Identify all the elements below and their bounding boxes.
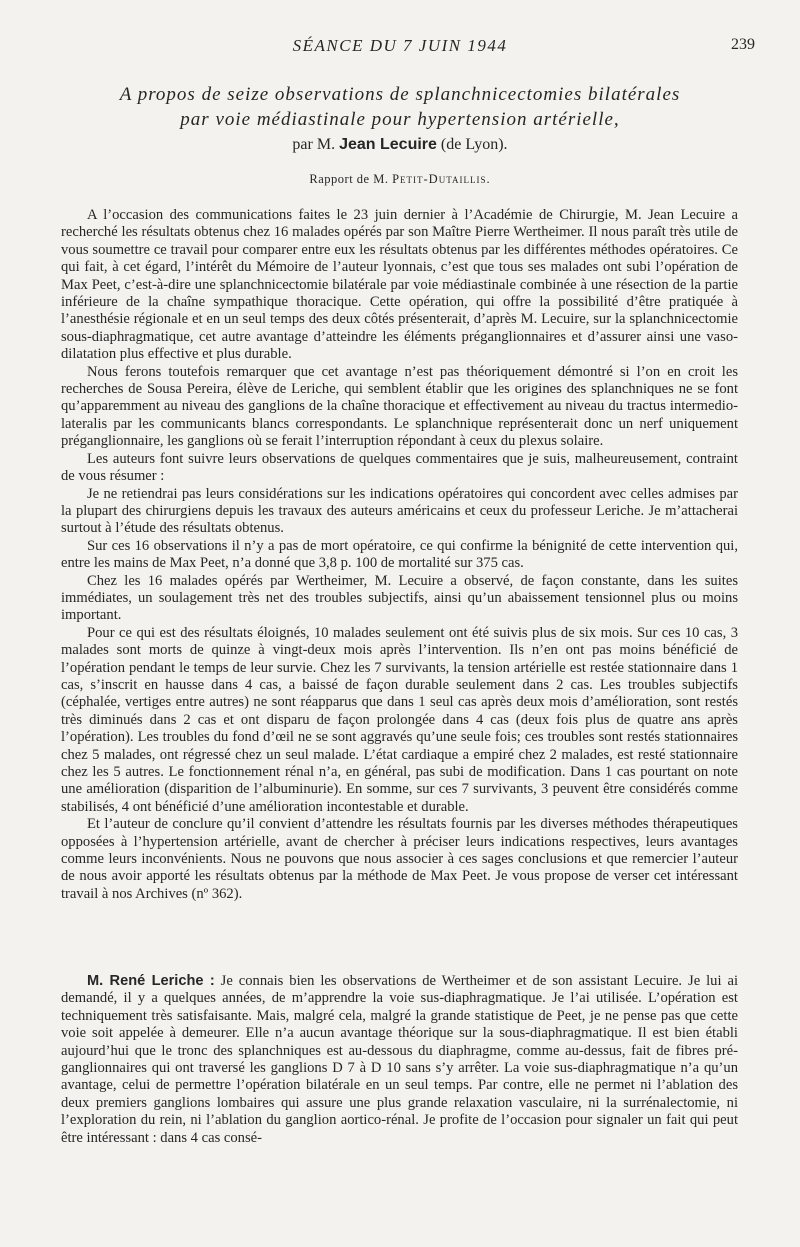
paragraph: A l’occasion des communications faites le 23 juin dernier à l’Académie de Chirurgie, M. Jean Lecuire a recherché les résultats obtenus chez 16 malades opérés par son Maître Pierre Wertheimer. Il nous paraît très utile de vous soumettre ce travail pour comparer entre eux les résultats obtenus par les différentes méthodes opératoires. Ce qui fait, à cet égard, l’intérêt du Mémoire de l’auteur lyonnais, c’est que tous ses malades ont subi l’opération de Max Peet, c’est-à-dire une splanchnicectomie bilatérale par voie médiastinale combinée à une résection de la partie inférieure de la chaîne sympathique thoracique. Cette opération, qui offre la possibilité d’être pratiquée à l’anesthésie régionale et en un seul temps des deux côtés présenterait, d’après M. Lecuire, sur la splanchnicectomie sous-diaphragmatique, cet autre avantage d’atteindre les éléments préganglionnaires et d’assurer ainsi une vaso-dilatation plus effective et plus durable. xyxy=(61,207,738,363)
paragraph: Pour ce qui est des résultats éloignés, 10 malades seulement ont été suivis plus de six mois. Sur ces 10 cas, 3 malades sont morts de quinze à vingt-deux mois après l’intervention. Ils n’en ont pas moins bénéficié de l’opération pendant le temps de leur survie. Chez les 7 survivants, la tension artérielle est restée stationnaire dans 1 cas, s’inscrit en hausse dans 4 cas, a baissé de façon durable seulement dans 2 cas. Les troubles subjectifs (céphalée, vertiges entre autres) ne sont réapparus que dans 1 seul cas après deux mois d’amélioration, sont restés très diminués dans 2 cas et ont disparu de façon prolongée dans 4 cas (deux fois plus de quatre ans après l’opération). Les troubles du fond d’œil ne se sont aggravés qu’une seule fois; ces troubles sont restés stationnaires chez 5 malades, ont régressé chez un seul malade. L’état cardiaque a empiré chez 2 malades, est resté stationnaire chez les 5 autres. Le fonctionnement rénal n’a, en général, pas subi de modification. Dans 1 cas pourtant on note une amélioration (disparition de l’albuminurie). En somme, sur ces 7 survivants, 3 peuvent être considérés comme stabilisés, 4 ont bénéficié d’une amélioration incontestable et durable. xyxy=(61,624,738,815)
paragraph: Chez les 16 malades opérés par Wertheimer, M. Lecuire a observé, de façon constante, dans les suites immédiates, un soulagement très net des troubles subjectifs, ainsi qu’un abaissement tensionnel plus ou moins important. xyxy=(61,572,738,624)
page-number: 239 xyxy=(731,36,755,53)
discussion-paragraph xyxy=(61,973,738,1147)
byline-prefix: par M. xyxy=(292,136,336,153)
report-prefix: Rapport de M. xyxy=(309,172,389,186)
discussion-text: Je connais bien les observations de Wertheimer et de son assistant Lecuire. Je lui ai demandé, il y a quelques années, de m’apprendre la voie sus-diaphragmatique. Je l’ai utilisée. L’opération est techniquement très satisfaisante. Mais, malgré cela, malgré la grande statistique de Peet, je ne pense pas que cette voie soit appelée à demeurer. Elle n’a aucun avantage théorique sur la sous-diaphragmatique. Il est bien établi aujourd’hui que le tronc des splanchniques est au-dessous du diaphragme, comme au-dessus, fait de fibres pré-ganglionnaires qui ont traversé les ganglions D 7 à D 10 sans s’y arrêter. La voie sus-diaphragmatique n’a qu’un avantage, celui de permettre l’opération bilatérale en un seul temps. Par contre, elle ne permet ni l’ablation des deux premiers ganglions lombaires qui assure une plus grande relaxation vasculaire, ni la surrénalectomie, ni l’exploration du rein, ni l’ablation du ganglion aortico-rénal. Je profite de l’occasion pour signaler un fait qui peut être intéressant : dans 4 cas consé- xyxy=(61,973,738,1146)
article-title xyxy=(60,82,740,132)
discussion-section xyxy=(61,973,738,1147)
author-name: Jean Lecuire xyxy=(339,136,437,153)
article-body xyxy=(61,207,738,903)
paragraph: Sur ces 16 observations il n’y a pas de mort opératoire, ce qui confirme la bénignité de cette intervention qui, entre les mains de Max Peet, n’a donné que 3,8 p. 100 de mortalité sur 375 cas. xyxy=(61,537,738,572)
report-line xyxy=(60,172,740,187)
byline xyxy=(60,136,740,154)
paragraph: Les auteurs font suivre leurs observations de quelques commentaires que je suis, malheureusement, contraint de vous résumer : xyxy=(61,450,738,485)
article-title-line-1: A propos de seize observations de splanchnicectomies bilatérales xyxy=(119,84,681,105)
discussion-speaker: M. René Leriche : xyxy=(87,973,215,989)
paragraph: Nous ferons toutefois remarquer que cet avantage n’est pas théoriquement démontré si l’on en croit les recherches de Sousa Pereira, élève de Leriche, qui semblent établir que les origines des splanchniques ne se font qu’apparemment au niveau des ganglions de la chaîne thoracique et effectivement au niveau du tractus intermedio-lateralis par les communicants blancs correspondants. Le splanchnique représenterait donc un nerf uniquement préganglionnaire, les ganglions où se ferait l’interruption répondant à ceux du plexus solaire. xyxy=(61,363,738,450)
byline-affiliation: (de Lyon). xyxy=(440,136,508,153)
running-title: SÉANCE DU 7 JUIN 1944 xyxy=(292,36,508,55)
article-title-line-2: par voie médiastinale pour hypertension artérielle, xyxy=(180,109,620,130)
paragraph: Je ne retiendrai pas leurs considérations sur les indications opératoires qui concordent avec celles admises par la plupart des chirurgiens depuis les travaux des auteurs américains et ceux du professeur Leriche. Je m’attacherai surtout à l’étude des résultats obtenus. xyxy=(61,485,738,537)
running-head xyxy=(0,36,800,60)
paragraph: Et l’auteur de conclure qu’il convient d’attendre les résultats fournis par les diverses méthodes thérapeutiques opposées à l’hypertension artérielle, avant de chercher à préciser leurs indications respectives, leurs avantages comme leurs inconvénients. Nous ne pouvons que nous associer à ces sages conclusions et que remercier l’auteur de nous avoir apporté les résultats obtenus par la méthode de Max Peet. Je vous propose de verser cet intéressant travail à nos Archives (nº 362). xyxy=(61,816,738,902)
reporter-name: Petit-Dutaillis. xyxy=(392,172,491,186)
